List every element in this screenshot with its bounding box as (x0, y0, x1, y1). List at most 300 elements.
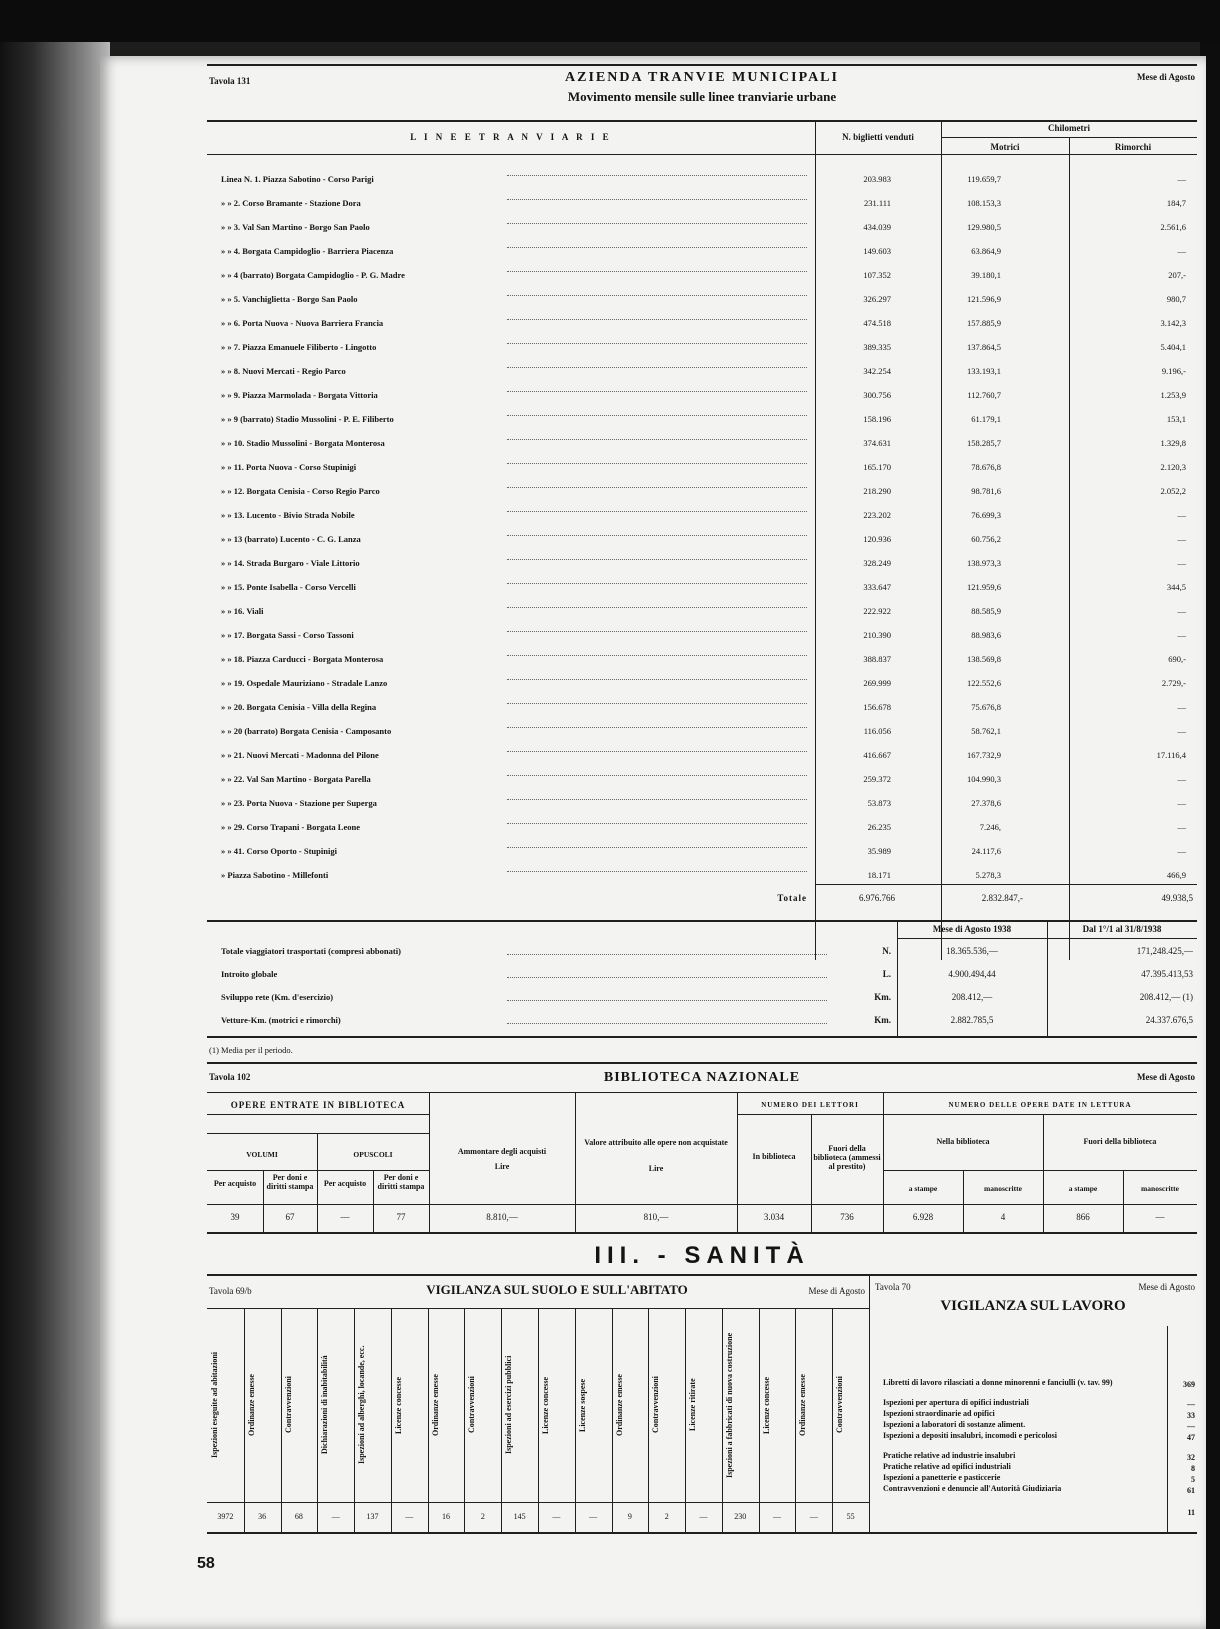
line-name: » » 20. Borgata Cenisia - Villa della Regina (221, 702, 377, 712)
rimorchi-value: — (1177, 534, 1186, 544)
library-value: 3.034 (763, 1212, 785, 1222)
tickets-value: 300.756 (863, 390, 891, 400)
lettori-fuori: Fuori della biblioteca (ammessi al prestito) (813, 1144, 881, 1172)
table-subtitle: Movimento mensile sulle linee tranviarie urbane (567, 89, 837, 104)
tickets-value: 156.678 (863, 702, 891, 712)
tickets-value: 259.372 (863, 774, 891, 784)
leader-dots (507, 847, 807, 848)
rimorchi-value: — (1177, 558, 1186, 568)
rimorchi-value: — (1177, 510, 1186, 520)
leader-dots (507, 703, 807, 704)
month-label: Mese di Agosto (1138, 1282, 1195, 1292)
rimorchi-value: 9.196,- (1161, 366, 1186, 376)
column-value: 9 (627, 1512, 632, 1521)
table-title: BIBLIOTECA NAZIONALE (603, 1070, 801, 1085)
column-divider (832, 1308, 833, 1532)
opere-header: OPERE ENTRATE IN BIBLIOTECA (230, 1100, 406, 1110)
column-header: Licenze sospese (577, 1378, 587, 1432)
column-header: Ispezioni eseguite ad abitazioni (210, 1352, 219, 1459)
leader-dots (507, 607, 807, 608)
lettori-header: NUMERO DEI LETTORI (761, 1101, 859, 1109)
line-name: » » 8. Nuovi Mercati - Regio Parco (221, 366, 346, 376)
tickets-value: 222.922 (863, 606, 891, 616)
work-row-value: 5 (1191, 1475, 1195, 1484)
summary-period-value: 171,248.425,— (1136, 946, 1193, 956)
work-row-value: 11 (1187, 1508, 1195, 1517)
tickets-value: 116.056 (863, 726, 891, 736)
opere-lettura-header: NUMERO DELLE OPERE DATE IN LETTURA (948, 1101, 1132, 1109)
line-name: » » 4 (barrato) Borgata Campidoglio - P. G. Madre (221, 270, 405, 280)
work-row-label: Contravvenzioni e denuncie all'Autorità Giudiziaria (883, 1484, 1062, 1493)
leader-dots (507, 583, 807, 584)
motrici-value: 5.278,3 (975, 870, 1001, 880)
fuori-manoscritte: manoscritte (1141, 1184, 1179, 1193)
month-label: Mese di Agosto (1137, 1072, 1195, 1082)
table-title: AZIENDA TRANVIE MUNICIPALI (565, 70, 839, 85)
table-row (207, 767, 1197, 791)
column-value: — (552, 1512, 561, 1521)
column-header: Contravvenzioni (651, 1376, 661, 1434)
table-row (207, 407, 1197, 431)
line-name: » » 21. Nuovi Mercati - Madonna del Pilone (221, 750, 379, 760)
motrici-value: 98.781,6 (971, 486, 1001, 496)
line-name: » » 41. Corso Oporto - Stupinigi (221, 846, 337, 856)
book-spine (0, 42, 110, 1629)
scan-top-border (0, 0, 1220, 42)
line-name: » » 2. Corso Bramante - Stazione Dora (221, 198, 361, 208)
rimorchi-column-header: Rimorchi (1114, 142, 1152, 152)
motrici-value: 27.378,6 (971, 798, 1001, 808)
column-divider (501, 1308, 502, 1532)
motrici-value: 157.885,9 (967, 318, 1001, 328)
leader-dots (507, 1000, 827, 1001)
library-value: 67 (285, 1212, 295, 1222)
summary-label: Totale viaggiatori trasportati (compresi abbonati) (221, 946, 401, 956)
tickets-value: 388.837 (863, 654, 891, 664)
motrici-value: 78.676,8 (971, 462, 1001, 472)
line-name: » » 19. Ospedale Mauriziano - Stradale Lanzo (221, 678, 388, 688)
table-row (207, 671, 1197, 695)
column-value: 68 (294, 1512, 303, 1521)
column-header: Contravvenzioni (467, 1376, 477, 1434)
column-value: 2 (480, 1512, 485, 1521)
table-row (207, 719, 1197, 743)
motrici-value: 108.153,3 (967, 198, 1001, 208)
line-name: » » 29. Corso Trapani - Borgata Leone (221, 822, 360, 832)
fuori-biblioteca-header: Fuori della biblioteca (1083, 1137, 1157, 1146)
page-sheet (197, 62, 1197, 1572)
library-value: 4 (1000, 1212, 1006, 1222)
tickets-value: 120.936 (863, 534, 891, 544)
leader-dots (507, 823, 807, 824)
motrici-value: 137.864,5 (967, 342, 1001, 352)
line-name: » Piazza Sabotino - Millefonti (221, 870, 329, 880)
rimorchi-value: 3.142,3 (1160, 318, 1186, 328)
volumi-header: VOLUMI (246, 1150, 278, 1159)
volumi-per-acquisto-header: Per acquisto (213, 1179, 257, 1188)
work-row-value: 61 (1187, 1486, 1195, 1495)
summary-month-value: 208.412,— (951, 992, 993, 1002)
rimorchi-value: — (1177, 798, 1186, 808)
month-label: Mese di Agosto (808, 1286, 865, 1296)
library-value: 736 (840, 1212, 854, 1222)
tavola-label: Tavola 131 (209, 76, 251, 86)
motrici-value: 104.990,3 (967, 774, 1001, 784)
leader-dots (507, 487, 807, 488)
column-value: 137 (366, 1512, 379, 1521)
column-header: Ispezioni a fabbricati di nuova costruzione (724, 1332, 734, 1478)
tickets-value: 210.390 (863, 630, 891, 640)
column-value: — (589, 1512, 598, 1521)
page-number: 58 (197, 1555, 215, 1572)
motrici-value: 7.246, (979, 822, 1001, 832)
column-value: 16 (442, 1512, 451, 1521)
leader-dots (507, 751, 807, 752)
leader-dots (507, 727, 807, 728)
line-name: » » 14. Strada Burgaro - Viale Littorio (221, 558, 360, 568)
summary-label: Sviluppo rete (Km. d'esercizio) (221, 992, 334, 1002)
tickets-value: 269.999 (863, 678, 891, 688)
tickets-value: 107.352 (863, 270, 891, 280)
month-label: Mese di Agosto (1137, 72, 1195, 82)
leader-dots (507, 199, 807, 200)
work-row-label: Ispezioni per apertura di opifici industriali (883, 1398, 1029, 1407)
library-value: 810,— (643, 1212, 669, 1222)
library-value: — (340, 1212, 350, 1222)
leader-dots (507, 415, 807, 416)
table-row (207, 383, 1197, 407)
tickets-value: 26.235 (867, 822, 891, 832)
leader-dots (507, 295, 807, 296)
line-name: » » 10. Stadio Mussolini - Borgata Monterosa (221, 438, 385, 448)
leader-dots (507, 319, 807, 320)
work-row-value: — (1187, 1400, 1195, 1409)
tickets-value: 218.290 (863, 486, 891, 496)
column-header: Licenze ritirate (688, 1378, 698, 1432)
work-row-value: 8 (1191, 1464, 1195, 1473)
leader-dots (507, 559, 807, 560)
summary-label: Introito globale (221, 969, 278, 979)
tickets-value: 474.518 (863, 318, 891, 328)
summary-month-value: 4.900.494,44 (948, 969, 996, 979)
column-value: 230 (734, 1512, 747, 1521)
motrici-value: 88.585,9 (971, 606, 1001, 616)
leader-dots (507, 977, 827, 978)
tickets-value: 434.039 (863, 222, 891, 232)
rimorchi-value: 184,7 (1166, 198, 1186, 208)
leader-dots (507, 631, 807, 632)
column-value: — (699, 1512, 708, 1521)
column-header: Contravvenzioni (835, 1376, 845, 1434)
column-divider (575, 1308, 576, 1532)
line-name: » » 16. Viali (221, 606, 264, 616)
motrici-value: 112.760,7 (967, 390, 1001, 400)
rimorchi-value: 2.120,3 (1160, 462, 1186, 472)
column-header: Licenze concesse (393, 1376, 403, 1434)
total-rimorchi: 49.938,5 (1161, 893, 1193, 903)
column-divider (685, 1308, 686, 1532)
work-row-value: 369 (1183, 1380, 1195, 1389)
leader-dots (507, 175, 807, 176)
leader-dots (507, 223, 807, 224)
column-divider (428, 1308, 429, 1532)
column-header: Dichiarazioni di inabitabilità (320, 1355, 330, 1455)
leader-dots (507, 511, 807, 512)
summary-period-value: 24.337.676,5 (1145, 1015, 1193, 1025)
work-row-value: 32 (1187, 1453, 1195, 1462)
line-name: » » 6. Porta Nuova - Nuova Barriera Francia (221, 318, 384, 328)
tickets-value: 53.873 (867, 798, 891, 808)
table-row (207, 167, 1197, 191)
motrici-column-header: Motrici (990, 142, 1020, 152)
leader-dots (507, 655, 807, 656)
summary-unit: Km. (874, 1015, 891, 1025)
summary-month-value: 18.365.536,— (946, 946, 998, 956)
column-header: Ordinanze emesse (246, 1374, 256, 1436)
rimorchi-value: 2.729,- (1161, 678, 1186, 688)
motrici-value: 122.552,6 (967, 678, 1001, 688)
leader-dots (507, 775, 807, 776)
column-divider (464, 1308, 465, 1532)
rimorchi-value: 2.561,6 (1160, 222, 1186, 232)
column-header: Ispezioni ad alberghi, locande, ecc. (357, 1345, 367, 1465)
work-row-label: Ispezioni a laboratori di sostanze aliment. (883, 1420, 1026, 1429)
rimorchi-value: 153,1 (1166, 414, 1186, 424)
column-header: Ordinanze emesse (430, 1374, 440, 1436)
tavola-label: Tavola 102 (209, 1072, 251, 1082)
line-name: » » 13 (barrato) Lucento - C. G. Lanza (221, 534, 361, 544)
tickets-value: 374.631 (863, 438, 891, 448)
line-name: » » 11. Porta Nuova - Corso Stupinigi (221, 462, 357, 472)
leader-dots (507, 247, 807, 248)
motrici-value: 138.973,3 (967, 558, 1001, 568)
motrici-value: 133.193,1 (967, 366, 1001, 376)
column-header: Ispezioni ad esercizi pubblici (504, 1355, 514, 1455)
motrici-value: 129.980,5 (967, 222, 1001, 232)
table-row (207, 527, 1197, 551)
valore-lire: Lire (648, 1164, 664, 1173)
table-row (207, 215, 1197, 239)
motrici-value: 24.117,6 (971, 846, 1001, 856)
tickets-value: 158.196 (863, 414, 891, 424)
leader-dots (507, 463, 807, 464)
work-row-value: 33 (1187, 1411, 1195, 1420)
column-value: 36 (258, 1512, 267, 1521)
column-header: Licenze concesse (761, 1376, 771, 1434)
nella-biblioteca-header: Nella biblioteca (936, 1137, 990, 1146)
leader-dots (507, 871, 807, 872)
rimorchi-value: 1.329,8 (1160, 438, 1186, 448)
km-column-header: Chilometri (1048, 123, 1090, 133)
column-header: Ordinanze emesse (614, 1374, 624, 1436)
table-row (207, 839, 1197, 863)
fuori-stampe: a stampe (1068, 1184, 1098, 1193)
tickets-value: 203.983 (863, 174, 891, 184)
library-value: 77 (396, 1212, 406, 1222)
summary-month-value: 2.882.785,5 (950, 1015, 994, 1025)
column-header: Licenze concesse (541, 1376, 550, 1434)
tickets-value: 149.603 (863, 246, 891, 256)
tickets-value: 416.667 (863, 750, 891, 760)
tickets-value: 342.254 (863, 366, 891, 376)
table-row (207, 599, 1197, 623)
tickets-value: 326.297 (863, 294, 891, 304)
tickets-value: 18.171 (867, 870, 891, 880)
lettori-in-biblioteca: In biblioteca (752, 1152, 796, 1161)
motrici-value: 63.864,9 (971, 246, 1001, 256)
column-value: 55 (846, 1512, 855, 1521)
library-value: 6.928 (912, 1212, 934, 1222)
motrici-value: 167.732,9 (967, 750, 1001, 760)
table-row (207, 359, 1197, 383)
tickets-column-header: N. biglietti venduti (842, 132, 914, 142)
summary-period-header: Dal 1°/1 al 31/8/1938 (1082, 924, 1162, 934)
motrici-value: 121.596,9 (967, 294, 1001, 304)
line-name: » » 17. Borgata Sassi - Corso Tassoni (221, 630, 354, 640)
table-row (207, 623, 1197, 647)
rimorchi-value: — (1177, 774, 1186, 784)
line-name: » » 15. Ponte Isabella - Corso Vercelli (221, 582, 356, 592)
leader-dots (507, 954, 827, 955)
leader-dots (507, 1023, 827, 1024)
column-value: 145 (513, 1512, 526, 1521)
line-name: » » 4. Borgata Campidoglio - Barriera Piacenza (221, 246, 394, 256)
rimorchi-value: — (1177, 630, 1186, 640)
line-name: » » 22. Val San Martino - Borgata Parella (221, 774, 371, 784)
opuscoli-per-acquisto-header: Per acquisto (323, 1179, 367, 1188)
column-divider (759, 1308, 760, 1532)
table-row (207, 479, 1197, 503)
line-name: » » 12. Borgata Cenisia - Corso Regio Parco (221, 486, 380, 496)
column-divider (722, 1308, 723, 1532)
line-name: » » 9 (barrato) Stadio Mussolini - P. E. Filiberto (221, 414, 394, 424)
line-name: » » 9. Piazza Marmolada - Borgata Vittoria (221, 390, 378, 400)
total-tickets: 6.976.766 (859, 893, 895, 903)
table-row (207, 287, 1197, 311)
line-name: » » 7. Piazza Emanuele Filiberto - Lingotto (221, 342, 377, 352)
column-value: — (773, 1512, 782, 1521)
tickets-value: 231.111 (864, 198, 891, 208)
column-value: — (331, 1512, 340, 1521)
summary-period-value: 208.412,— (1) (1139, 992, 1193, 1002)
opuscoli-header: OPUSCOLI (353, 1150, 393, 1159)
line-name: Linea N. 1. Piazza Sabotino - Corso Parigi (221, 174, 374, 184)
column-header: Ordinanze emesse (798, 1374, 808, 1436)
work-row-label: Ispezioni a depositi insalubri, incomodi e pericolosi (883, 1431, 1058, 1440)
ammontare-lire: Lire (494, 1162, 510, 1171)
rimorchi-value: 5.404,1 (1160, 342, 1186, 352)
table-row (207, 743, 1197, 767)
column-value: — (405, 1512, 414, 1521)
leader-dots (507, 391, 807, 392)
line-name: » » 13. Lucento - Bivio Strada Nobile (221, 510, 355, 520)
table-row (207, 815, 1197, 839)
leader-dots (507, 535, 807, 536)
rimorchi-value: 1.253,9 (1160, 390, 1186, 400)
rimorchi-value: 466,9 (1166, 870, 1186, 880)
work-row-label: Pratiche relative ad opifici industriali (883, 1462, 1011, 1471)
table-row (207, 503, 1197, 527)
rimorchi-value: 2.052,2 (1160, 486, 1186, 496)
leader-dots (507, 799, 807, 800)
total-motrici: 2.832.847,- (981, 893, 1023, 903)
work-row-label: Libretti di lavoro rilasciati a donne minorenni e fanciulli (v. tav. 99) (883, 1378, 1113, 1387)
table-row (207, 263, 1197, 287)
rimorchi-value: 690,- (1168, 654, 1186, 664)
column-divider (648, 1308, 649, 1532)
column-divider (612, 1308, 613, 1532)
rimorchi-value: 980,7 (1166, 294, 1186, 304)
library-value: 866 (1076, 1212, 1090, 1222)
motrici-value: 119.659,7 (967, 174, 1001, 184)
tickets-value: 389.335 (863, 342, 891, 352)
table-row (207, 311, 1197, 335)
rimorchi-value: — (1177, 174, 1186, 184)
total-label: Totale (777, 893, 807, 903)
table-row (207, 647, 1197, 671)
column-header: Contravvenzioni (283, 1376, 293, 1434)
column-divider (317, 1308, 318, 1532)
line-name: » » 3. Val San Martino - Borgo San Paolo (221, 222, 370, 232)
table-row (207, 695, 1197, 719)
motrici-value: 138.569,8 (967, 654, 1001, 664)
column-divider (354, 1308, 355, 1532)
column-divider (244, 1308, 245, 1532)
nella-manoscritte: manoscritte (984, 1184, 1022, 1193)
rimorchi-value: — (1177, 702, 1186, 712)
motrici-value: 58.762,1 (971, 726, 1001, 736)
motrici-value: 121.959,6 (967, 582, 1001, 592)
rimorchi-value: 17.116,4 (1156, 750, 1186, 760)
summary-unit: L. (882, 969, 891, 979)
line-name: » » 18. Piazza Carducci - Borgata Monterosa (221, 654, 384, 664)
lines-column-header: L I N E E T R A N V I A R I E (410, 132, 612, 142)
table-title: VIGILANZA SUL SUOLO E SULL'ABITATO (426, 1282, 688, 1297)
library-value: 39 (230, 1212, 240, 1222)
summary-month-header: Mese di Agosto 1938 (932, 924, 1012, 934)
line-name: » » 5. Vanchiglietta - Borgo San Paolo (221, 294, 358, 304)
rimorchi-value: — (1177, 246, 1186, 256)
rimorchi-value: — (1177, 726, 1186, 736)
leader-dots (507, 343, 807, 344)
rimorchi-value: — (1177, 822, 1186, 832)
motrici-value: 61.179,1 (971, 414, 1001, 424)
leader-dots (507, 439, 807, 440)
rimorchi-value: — (1177, 846, 1186, 856)
table-row (207, 191, 1197, 215)
volumi-per-doni-header: Per doni e diritti stampa (266, 1173, 314, 1191)
column-divider (391, 1308, 392, 1532)
tickets-value: 333.647 (863, 582, 891, 592)
nella-stampe: a stampe (908, 1184, 938, 1193)
summary-label: Vetture-Km. (motrici e rimorchi) (221, 1015, 341, 1025)
column-value: 2 (664, 1512, 669, 1521)
ammontare-header: Ammontare degli acquisti (457, 1147, 547, 1156)
table-row (207, 575, 1197, 599)
work-row-label: Ispezioni straordinarie ad opifici (883, 1409, 995, 1418)
motrici-value: 60.756,2 (971, 534, 1001, 544)
motrici-value: 39.180,1 (971, 270, 1001, 280)
work-row-label: Pratiche relative ad industrie insalubri (883, 1451, 1016, 1460)
motrici-value: 76.699,3 (971, 510, 1001, 520)
tickets-value: 35.989 (867, 846, 891, 856)
valore-header: Valore attribuito alle opere non acquistate (584, 1138, 728, 1147)
table-row (207, 455, 1197, 479)
work-row-label: Ispezioni a panetterie e pasticcerie (883, 1473, 1001, 1482)
leader-dots (507, 679, 807, 680)
motrici-value: 158.285,7 (967, 438, 1001, 448)
work-row-value: 47 (1187, 1433, 1195, 1442)
